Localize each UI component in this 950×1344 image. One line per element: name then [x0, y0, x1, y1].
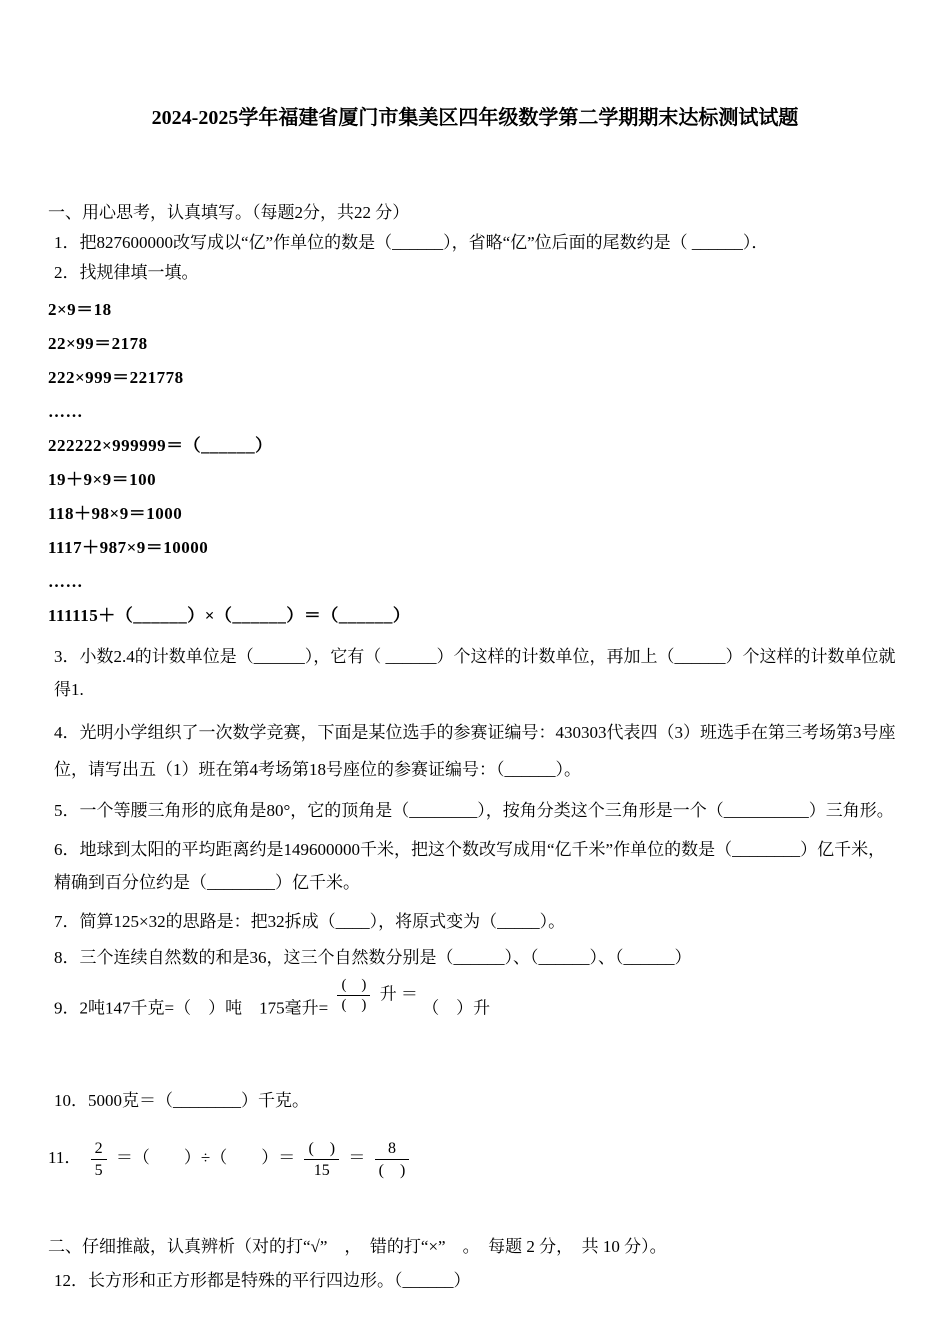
question-9	[48, 977, 902, 1028]
question-9-tail: （ ）升	[422, 998, 491, 1018]
question-12: 12．长方形和正方形都是特殊的平行四边形。（______）	[54, 1271, 471, 1290]
question-9-fraction-group	[332, 977, 418, 1014]
fraction-denominator: 5	[94, 1161, 103, 1179]
fraction-denominator: 15	[313, 1161, 330, 1179]
pattern-line: 1117＋987×9＝10000	[48, 538, 209, 557]
question-3: 3．小数2.4的计数单位是（______），它有（ ______）个这样的计数单位，再加上（______）个这样的计数单位就得1.	[54, 647, 896, 699]
pattern-line: 2×9＝18	[48, 300, 112, 319]
pattern-line-blank: 111115＋（______）×（______）＝（______）	[48, 606, 411, 625]
question-7: 7．简算125×32的思路是：把32拆成（____），将原式变为（_____）。	[54, 912, 566, 931]
question-11-lead: 11．	[48, 1148, 82, 1167]
fraction	[304, 1139, 339, 1180]
question-9-lead: 9．2吨147千克=（ ）吨 175毫升=	[54, 998, 329, 1018]
question-1: 1．把827600000改写成以“亿”作单位的数是（______），省略“亿”位后面的尾数约是（ ______）．	[54, 233, 769, 252]
fraction	[337, 977, 370, 1014]
question-8: 8．三个连续自然数的和是36，这三个自然数分别是（______）、（______）、（______）	[54, 948, 692, 967]
fraction-numerator: 8	[375, 1139, 410, 1160]
pattern-line: 19＋9×9＝100	[48, 470, 157, 489]
section2-heading: 二、仔细推敲，认真辨析（对的打“√” ， 错的打“×” 。 每题 2 分， 共 10 分）。	[48, 1237, 667, 1256]
fraction-denominator: ( )	[378, 1161, 406, 1179]
pattern-ellipsis: ……	[48, 402, 83, 421]
fraction-numerator: ( )	[337, 977, 370, 996]
question-4: 4．光明小学组织了一次数学竞赛，下面是某位选手的参赛证编号：430303代表四（3）班选手在第三考场第3号座位，请写出五（1）班在第4考场第18号座位的参赛证编号：（______）。	[54, 723, 896, 779]
fraction	[375, 1139, 410, 1180]
question-6: 6．地球到太阳的平均距离约是149600000千米，把这个数改写成用“亿千米”作单位的数是（________）亿千米，精确到百分位约是（________）亿千米。	[54, 840, 886, 892]
fraction	[91, 1139, 107, 1180]
question-11	[48, 1132, 902, 1184]
question-2-pattern-block	[48, 300, 902, 626]
pattern-line: 118＋98×9＝1000	[48, 504, 183, 523]
page-title: 2024-2025学年福建省厦门市集美区四年级数学第二学期期末达标测试试题	[151, 107, 799, 129]
question-2-intro: 2．找规律填一填。	[54, 263, 199, 282]
question-11-middle-1: ＝（ ）÷（ ）＝	[115, 1148, 296, 1167]
pattern-line-blank: 222222×999999＝（______）	[48, 436, 273, 455]
fraction-numerator: ( )	[304, 1139, 339, 1160]
fraction-denominator: ( )	[341, 997, 367, 1013]
pattern-line: 222×999＝221778	[48, 368, 184, 387]
section1-heading: 一、用心思考，认真填写。（每题2分，共22 分）	[48, 203, 410, 222]
question-9-unit-equals: 升 ＝	[379, 984, 418, 1004]
question-10: 10．5000克＝（________）千克。	[54, 1091, 309, 1110]
pattern-line: 22×99＝2178	[48, 334, 148, 353]
question-11-middle-2: ＝	[348, 1148, 366, 1167]
pattern-ellipsis: ……	[48, 572, 83, 591]
fraction-numerator: 2	[91, 1139, 107, 1160]
question-5: 5．一个等腰三角形的底角是80°，它的顶角是（________），按角分类这个三角形是一个（__________）三角形。	[54, 801, 894, 820]
